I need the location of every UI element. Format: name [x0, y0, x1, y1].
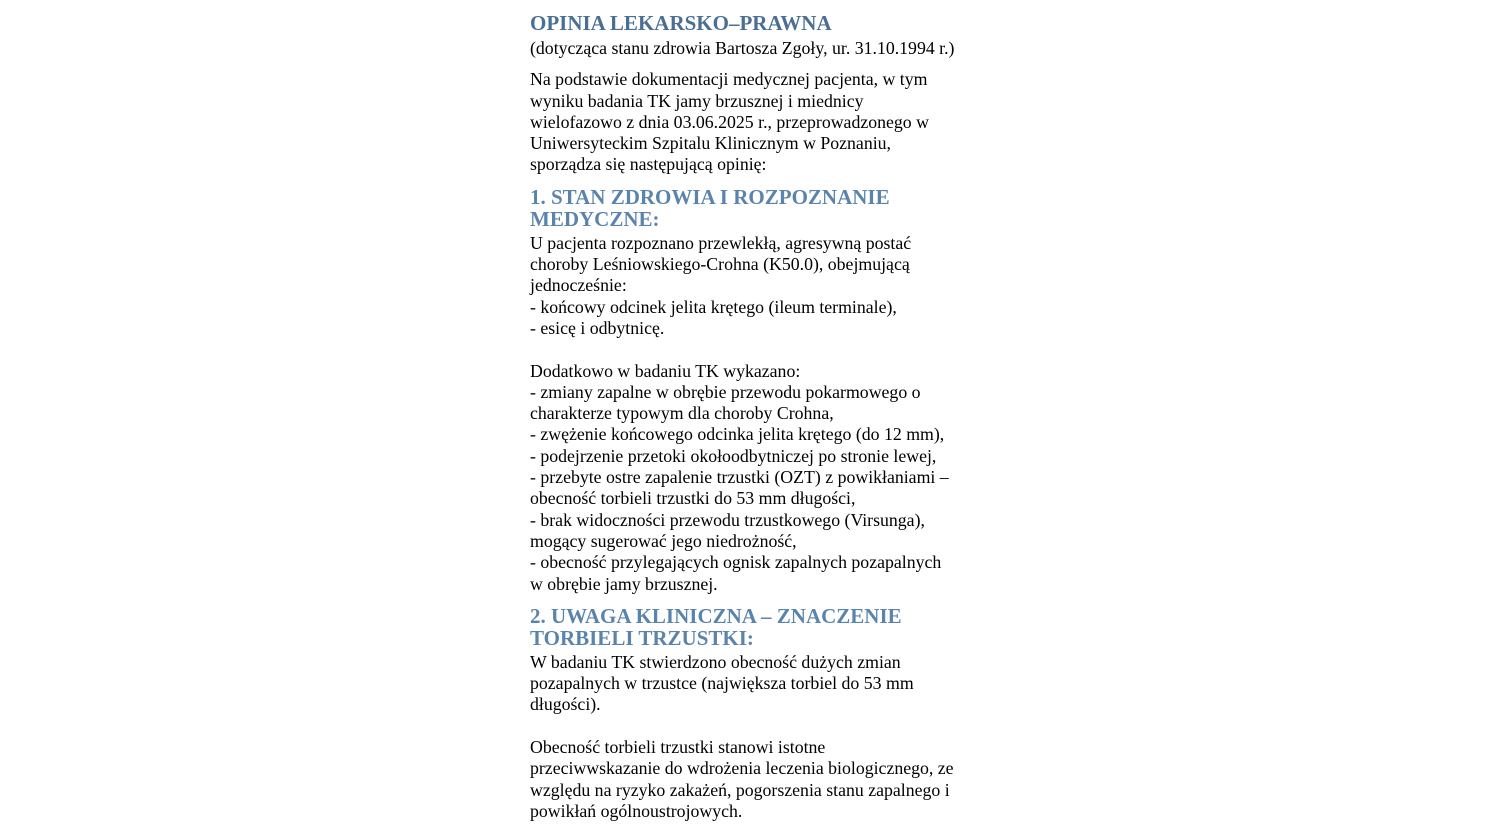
intro-line: sporządza się następującą opinię:: [530, 154, 767, 175]
intro-paragraph: [530, 69, 975, 175]
section-2-line: powikłań ogólnoustrojowych.: [530, 800, 743, 821]
intro-line: Na podstawie dokumentacji medycznej pacjenta, w tym: [530, 69, 928, 90]
intro-line: Uniwersyteckim Szpitalu Klinicznym w Poznaniu,: [530, 133, 891, 154]
paragraph-gap: [530, 339, 975, 360]
section-1-line: obecność torbieli trzustki do 53 mm długości,: [530, 488, 856, 509]
section-2-body: [530, 652, 975, 822]
section-1-line: choroby Leśniowskiego-Crohna (K50.0), obejmującą: [530, 254, 910, 275]
section-1-line: jednocześnie:: [530, 275, 627, 296]
section-1-heading-line: MEDYCZNE:: [530, 207, 660, 232]
section-2-line: przeciwwskazanie do wdrożenia leczenia biologicznego, ze: [530, 758, 954, 779]
section-1-line: mogący sugerować jego niedrożność,: [530, 530, 797, 551]
intro-line: wyniku badania TK jamy brzusznej i miednicy: [530, 90, 864, 111]
intro-line: wielofazowo z dnia 03.06.2025 r., przeprowadzonego w: [530, 111, 929, 132]
section-2-line: długości).: [530, 694, 601, 715]
section-1-line: - obecność przylegających ognisk zapalnych pozapalnych: [530, 552, 942, 573]
section-2-heading: [530, 605, 975, 650]
section-2-line: Obecność torbieli trzustki stanowi istotne: [530, 737, 826, 758]
section-1-line: charakterze typowym dla choroby Crohna,: [530, 403, 834, 424]
section-1-line: - zwężenie końcowego odcinka jelita krętego (do 12 mm),: [530, 424, 945, 445]
section-1-line: - brak widoczności przewodu trzustkowego (Virsunga),: [530, 509, 925, 530]
section-1-heading-line: 1. STAN ZDROWIA I ROZPOZNANIE: [530, 184, 890, 209]
section-2-heading-line: TORBIELI TRZUSTKI:: [530, 626, 754, 651]
section-1-line: w obrębie jamy brzusznej.: [530, 573, 718, 594]
document-subtitle: (dotycząca stanu zdrowia Bartosza Zgoły, ur. 31.10.1994 r.): [530, 38, 955, 58]
section-1-body: [530, 233, 975, 595]
section-1-line: U pacjenta rozpoznano przewlekłą, agresywną postać: [530, 232, 912, 253]
section-1-heading: [530, 186, 975, 231]
section-1-line: - podejrzenie przetoki okołoodbytniczej po stronie lewej,: [530, 445, 937, 466]
section-1-line: - przebyte ostre zapalenie trzustki (OZT) z powikłaniami –: [530, 467, 949, 488]
section-2-line: W badaniu TK stwierdzono obecność dużych zmian: [530, 651, 901, 672]
document: [530, 10, 975, 822]
section-1-line: - końcowy odcinek jelita krętego (ileum terminale),: [530, 296, 897, 317]
section-1-line: - esicę i odbytnicę.: [530, 317, 665, 338]
document-title: OPINIA LEKARSKO–PRAWNA: [530, 11, 832, 35]
section-2-heading-line: 2. UWAGA KLINICZNA – ZNACZENIE: [530, 603, 902, 628]
section-2-line: pozapalnych w trzustce (największa torbiel do 53 mm: [530, 673, 914, 694]
section-2-line: względu na ryzyko zakażeń, pogorszenia stanu zapalnego i: [530, 779, 950, 800]
paragraph-gap: [530, 716, 975, 737]
section-1-line: Dodatkowo w badaniu TK wykazano:: [530, 360, 801, 381]
section-1-line: - zmiany zapalne w obrębie przewodu pokarmowego o: [530, 381, 921, 402]
